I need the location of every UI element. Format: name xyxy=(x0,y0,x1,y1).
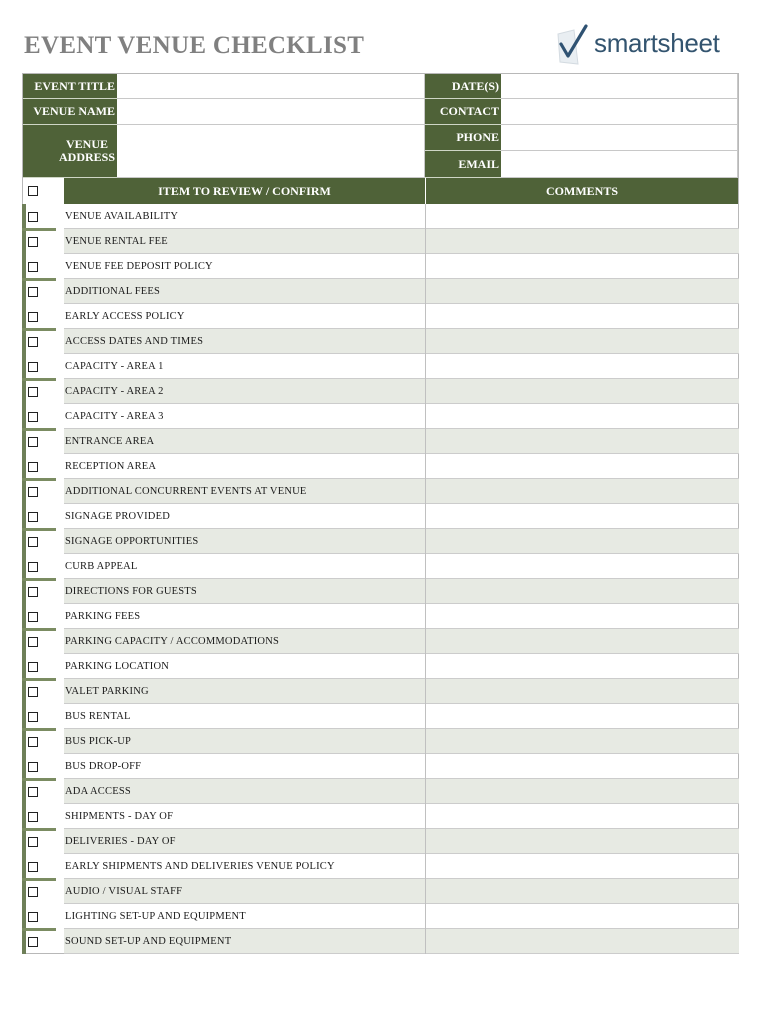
table-row xyxy=(64,429,739,454)
comment-cell[interactable] xyxy=(425,279,739,304)
item-label: CAPACITY - AREA 1 xyxy=(65,361,164,372)
email-field[interactable] xyxy=(501,151,738,178)
comment-cell[interactable] xyxy=(425,454,739,479)
phone-label: PHONE xyxy=(425,125,501,151)
item-checkbox[interactable] xyxy=(28,862,38,872)
row-accent xyxy=(22,228,56,231)
row-accent xyxy=(22,378,56,381)
item-label: PARKING LOCATION xyxy=(65,661,170,672)
comment-cell[interactable] xyxy=(425,754,739,779)
table-row xyxy=(64,829,739,854)
item-label: VALET PARKING xyxy=(65,686,149,697)
row-accent xyxy=(22,578,56,581)
item-column-header: ITEM TO REVIEW / CONFIRM xyxy=(64,178,425,204)
row-accent xyxy=(22,778,56,781)
item-label: SHIPMENTS - DAY OF xyxy=(65,811,174,822)
item-checkbox[interactable] xyxy=(28,487,38,497)
select-all-checkbox[interactable] xyxy=(28,186,38,196)
venue-address-field[interactable] xyxy=(117,125,425,178)
item-label: VENUE FEE DEPOSIT POLICY xyxy=(65,261,213,272)
item-checkbox[interactable] xyxy=(28,437,38,447)
page-title: EVENT VENUE CHECKLIST xyxy=(24,32,365,59)
item-checkbox[interactable] xyxy=(28,912,38,922)
item-checkbox[interactable] xyxy=(28,237,38,247)
item-label: ADDITIONAL CONCURRENT EVENTS AT VENUE xyxy=(65,486,307,497)
table-row xyxy=(64,329,739,354)
item-label: CAPACITY - AREA 2 xyxy=(65,386,164,397)
table-row xyxy=(64,654,739,679)
smartsheet-logo xyxy=(556,24,732,68)
comment-cell[interactable] xyxy=(425,304,739,329)
comment-cell[interactable] xyxy=(425,379,739,404)
row-accent xyxy=(22,878,56,881)
email-label: EMAIL xyxy=(425,151,501,178)
table-row xyxy=(64,804,739,829)
logo-text: smartsheet xyxy=(594,28,720,58)
item-checkbox[interactable] xyxy=(28,512,38,522)
item-checkbox[interactable] xyxy=(28,662,38,672)
item-label: CURB APPEAL xyxy=(65,561,138,572)
item-label: ADA ACCESS xyxy=(65,786,131,797)
table-row xyxy=(64,479,739,504)
contact-field[interactable] xyxy=(501,99,738,125)
item-checkbox[interactable] xyxy=(28,612,38,622)
item-checkbox[interactable] xyxy=(28,337,38,347)
item-checkbox[interactable] xyxy=(28,412,38,422)
item-checkbox[interactable] xyxy=(28,362,38,372)
item-label: ADDITIONAL FEES xyxy=(65,286,161,297)
table-row xyxy=(64,404,739,429)
item-label: EARLY ACCESS POLICY xyxy=(65,311,185,322)
table-row xyxy=(64,679,739,704)
comment-cell[interactable] xyxy=(425,504,739,529)
row-accent xyxy=(22,528,56,531)
item-checkbox[interactable] xyxy=(28,287,38,297)
comment-cell[interactable] xyxy=(425,429,739,454)
event-title-label: EVENT TITLE xyxy=(23,74,117,99)
item-checkbox[interactable] xyxy=(28,787,38,797)
item-label: BUS DROP-OFF xyxy=(65,761,142,772)
comment-cell[interactable] xyxy=(425,779,739,804)
comment-cell[interactable] xyxy=(425,404,739,429)
item-label: DIRECTIONS FOR GUESTS xyxy=(65,586,197,597)
comment-cell[interactable] xyxy=(425,354,739,379)
table-row xyxy=(64,379,739,404)
item-label: BUS PICK-UP xyxy=(65,736,132,747)
event-title-field[interactable] xyxy=(117,74,425,99)
row-accent xyxy=(22,478,56,481)
item-checkbox[interactable] xyxy=(28,837,38,847)
table-row xyxy=(64,779,739,804)
item-label: CAPACITY - AREA 3 xyxy=(65,411,164,422)
comment-cell[interactable] xyxy=(425,329,739,354)
item-checkbox[interactable] xyxy=(28,762,38,772)
comment-cell[interactable] xyxy=(425,654,739,679)
table-row xyxy=(64,579,739,604)
row-accent xyxy=(22,928,56,931)
checkmark-logo-icon xyxy=(556,24,592,68)
venue-name-label: VENUE NAME xyxy=(23,99,117,125)
table-row xyxy=(64,629,739,654)
table-row xyxy=(64,504,739,529)
item-checkbox[interactable] xyxy=(28,587,38,597)
item-checkbox[interactable] xyxy=(28,262,38,272)
row-accent xyxy=(22,278,56,281)
row-accent xyxy=(22,678,56,681)
item-label: EARLY SHIPMENTS AND DELIVERIES VENUE POLICY xyxy=(65,861,335,872)
comment-cell[interactable] xyxy=(425,629,739,654)
comment-cell[interactable] xyxy=(425,879,739,904)
table-row xyxy=(64,754,739,779)
item-label: AUDIO / VISUAL STAFF xyxy=(65,886,183,897)
item-label: VENUE RENTAL FEE xyxy=(65,236,168,247)
table-row xyxy=(64,729,739,754)
row-accent xyxy=(22,728,56,731)
item-checkbox[interactable] xyxy=(28,537,38,547)
table-row xyxy=(64,879,739,904)
table-row xyxy=(64,904,739,929)
table-row xyxy=(64,929,739,954)
comment-cell[interactable] xyxy=(425,904,739,929)
table-row xyxy=(64,229,739,254)
table-row xyxy=(64,854,739,879)
item-checkbox[interactable] xyxy=(28,312,38,322)
item-label: RECEPTION AREA xyxy=(65,461,157,472)
item-checkbox[interactable] xyxy=(28,737,38,747)
item-checkbox[interactable] xyxy=(28,937,38,947)
row-accent xyxy=(22,828,56,831)
table-row xyxy=(64,354,739,379)
item-checkbox[interactable] xyxy=(28,812,38,822)
comment-cell[interactable] xyxy=(425,529,739,554)
row-accent xyxy=(22,328,56,331)
comment-cell[interactable] xyxy=(425,729,739,754)
venue-address-label: VENUE ADDRESS xyxy=(23,125,117,178)
item-checkbox[interactable] xyxy=(28,687,38,697)
comment-cell[interactable] xyxy=(425,579,739,604)
comment-cell[interactable] xyxy=(425,479,739,504)
comment-cell[interactable] xyxy=(425,604,739,629)
comment-cell[interactable] xyxy=(425,254,739,279)
item-label: BUS RENTAL xyxy=(65,711,131,722)
table-row xyxy=(64,554,739,579)
item-checkbox[interactable] xyxy=(28,212,38,222)
comment-cell[interactable] xyxy=(425,854,739,879)
comment-cell[interactable] xyxy=(425,679,739,704)
table-row xyxy=(64,204,739,229)
venue-name-field[interactable] xyxy=(117,99,425,125)
item-label: SOUND SET-UP AND EQUIPMENT xyxy=(65,936,232,947)
item-label: DELIVERIES - DAY OF xyxy=(65,836,176,847)
comment-cell[interactable] xyxy=(425,929,739,954)
phone-field[interactable] xyxy=(501,125,738,151)
comment-cell[interactable] xyxy=(425,204,739,229)
comment-cell[interactable] xyxy=(425,704,739,729)
table-row xyxy=(64,454,739,479)
item-checkbox[interactable] xyxy=(28,462,38,472)
item-checkbox[interactable] xyxy=(28,712,38,722)
table-row xyxy=(64,704,739,729)
contact-label: CONTACT xyxy=(425,99,501,125)
item-label: SIGNAGE PROVIDED xyxy=(65,511,170,522)
item-label: ACCESS DATES AND TIMES xyxy=(65,336,204,347)
table-row xyxy=(64,529,739,554)
item-label: LIGHTING SET-UP AND EQUIPMENT xyxy=(65,911,246,922)
dates-field[interactable] xyxy=(501,74,738,99)
item-label: ENTRANCE AREA xyxy=(65,436,155,447)
table-row xyxy=(64,304,739,329)
table-row xyxy=(64,279,739,304)
row-accent xyxy=(22,628,56,631)
item-checkbox[interactable] xyxy=(28,562,38,572)
row-accent xyxy=(22,428,56,431)
item-label: SIGNAGE OPPORTUNITIES xyxy=(65,536,199,547)
comment-cell[interactable] xyxy=(425,829,739,854)
item-label: VENUE AVAILABILITY xyxy=(65,211,179,222)
item-label: PARKING FEES xyxy=(65,611,141,622)
item-checkbox[interactable] xyxy=(28,637,38,647)
item-label: PARKING CAPACITY / ACCOMMODATIONS xyxy=(65,636,280,647)
dates-label: DATE(S) xyxy=(425,74,501,99)
table-row xyxy=(64,604,739,629)
comments-column-header: COMMENTS xyxy=(426,178,738,204)
table-row xyxy=(64,254,739,279)
item-checkbox[interactable] xyxy=(28,887,38,897)
comment-cell[interactable] xyxy=(425,804,739,829)
comment-cell[interactable] xyxy=(425,554,739,579)
item-checkbox[interactable] xyxy=(28,387,38,397)
comment-cell[interactable] xyxy=(425,229,739,254)
